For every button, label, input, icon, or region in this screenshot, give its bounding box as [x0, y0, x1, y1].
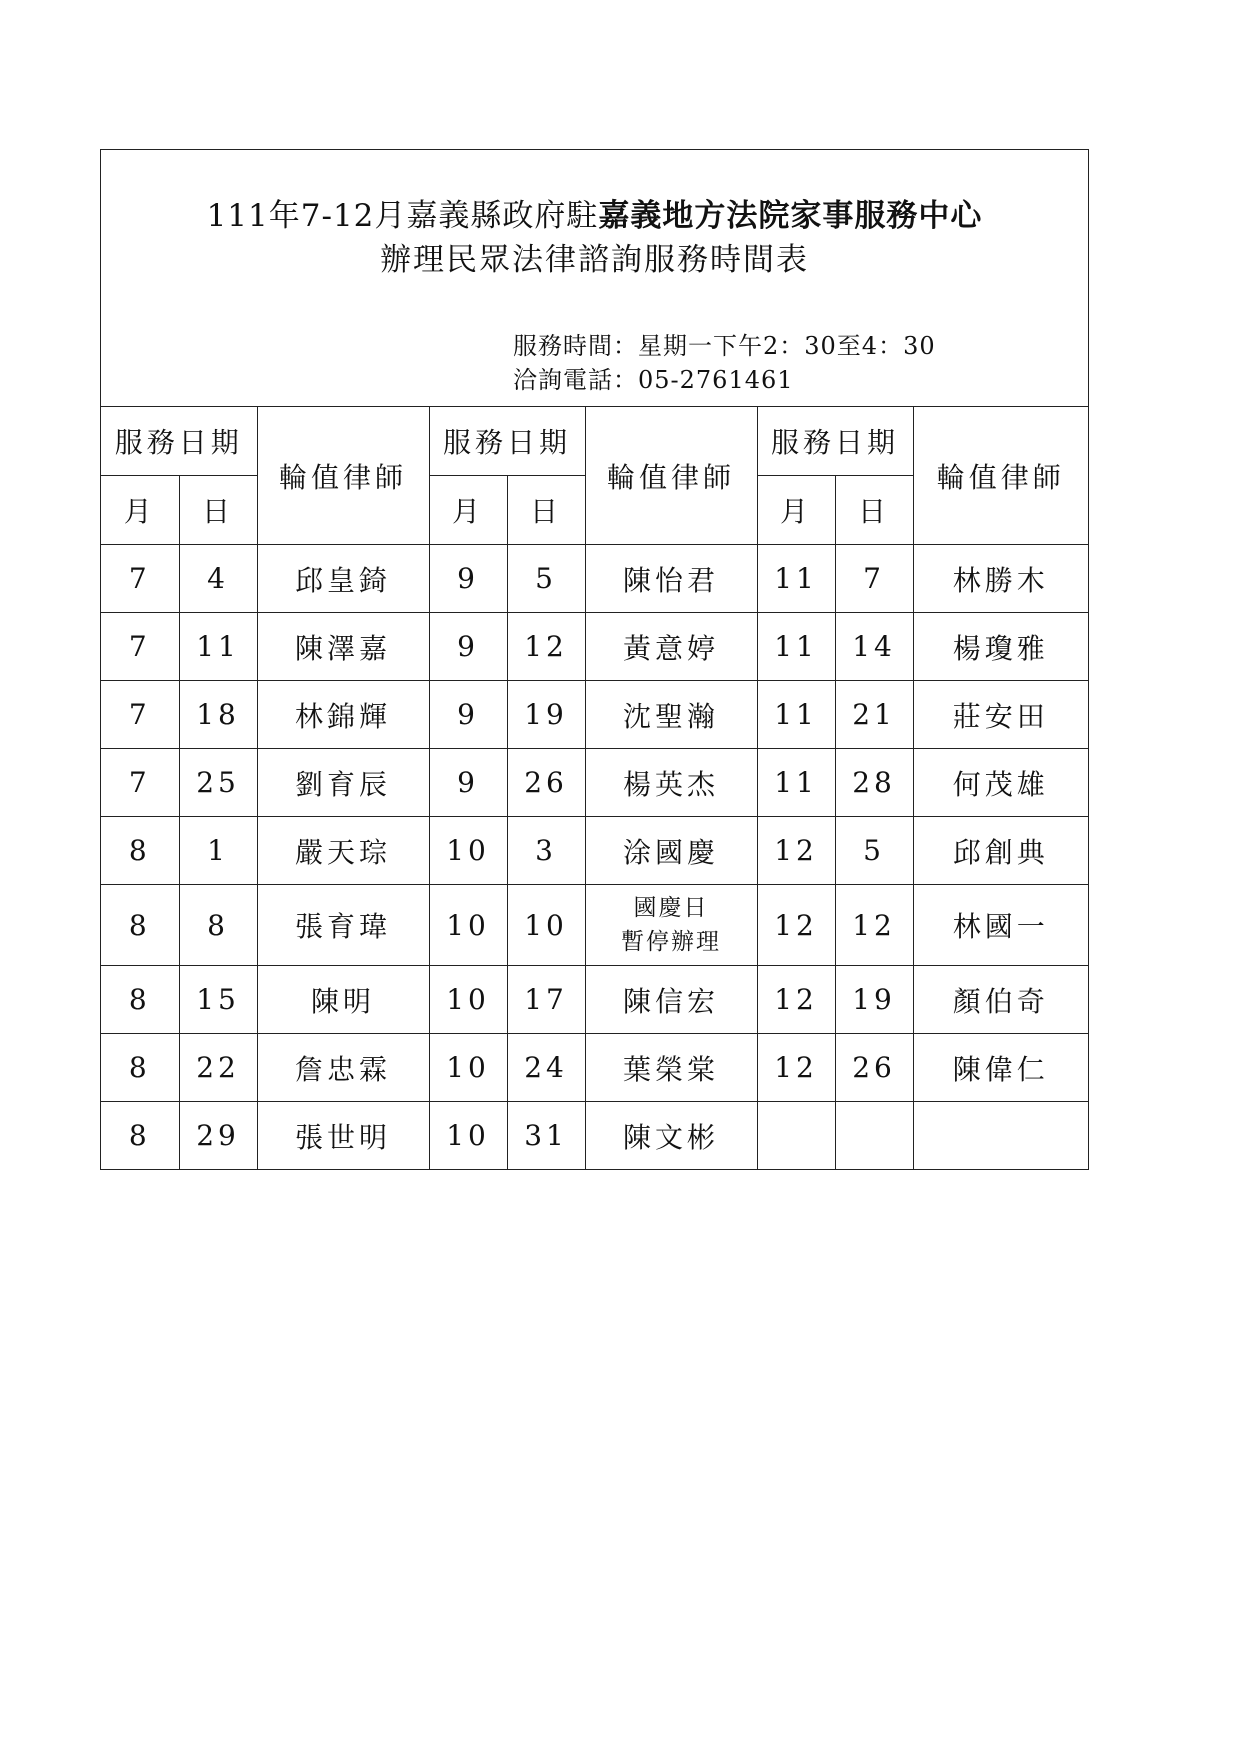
month-cell: 7 [101, 681, 179, 749]
lawyer-cell: 林勝木 [913, 545, 1088, 613]
month-cell: 10 [429, 1034, 507, 1102]
lawyer-cell: 楊瓊雅 [913, 613, 1088, 681]
day-cell: 3 [507, 817, 585, 885]
month-cell: 11 [757, 613, 835, 681]
table-row [101, 1102, 1088, 1170]
table-row [101, 545, 1088, 613]
lawyer-cell: 何茂雄 [913, 749, 1088, 817]
lawyer-cell: 沈聖瀚 [585, 681, 757, 749]
lawyer-cell: 陳信宏 [585, 966, 757, 1034]
day-cell: 15 [179, 966, 257, 1034]
lawyer-cell: 顏伯奇 [913, 966, 1088, 1034]
month-cell: 8 [101, 1102, 179, 1170]
header-day: 日 [507, 476, 585, 545]
day-cell: 5 [835, 817, 913, 885]
table-row [101, 1034, 1088, 1102]
day-cell: 26 [507, 749, 585, 817]
header-month: 月 [101, 476, 179, 545]
lawyer-cell: 邱創典 [913, 817, 1088, 885]
lawyer-cell [585, 885, 757, 966]
month-cell: 9 [429, 681, 507, 749]
holiday-note: 國慶日 [633, 895, 709, 921]
suspended-note: 暫停辦理 [621, 929, 722, 955]
header-month: 月 [429, 476, 507, 545]
month-cell: 11 [757, 545, 835, 613]
document-subtitle: 辦理民眾法律諮詢服務時間表 [380, 242, 809, 278]
day-cell: 24 [507, 1034, 585, 1102]
lawyer-cell: 邱皇錡 [257, 545, 429, 613]
header-date: 服務日期 [101, 407, 257, 476]
table-row [101, 817, 1088, 885]
day-cell: 28 [835, 749, 913, 817]
schedule-header [101, 150, 1088, 407]
day-cell: 7 [835, 545, 913, 613]
header-date: 服務日期 [429, 407, 585, 476]
day-cell: 12 [507, 613, 585, 681]
month-cell: 8 [101, 885, 179, 966]
table-row [101, 681, 1088, 749]
title-center-name: 嘉義地方法院家事服務中心 [598, 198, 983, 234]
month-cell: 7 [101, 545, 179, 613]
day-cell: 29 [179, 1102, 257, 1170]
header-day: 日 [179, 476, 257, 545]
header-date: 服務日期 [757, 407, 913, 476]
header-day: 日 [835, 476, 913, 545]
month-cell [757, 1102, 835, 1170]
month-cell: 8 [101, 966, 179, 1034]
lawyer-cell: 楊英杰 [585, 749, 757, 817]
lawyer-cell: 張世明 [257, 1102, 429, 1170]
month-cell: 12 [757, 1034, 835, 1102]
schedule-sheet [100, 149, 1089, 1170]
day-cell: 19 [835, 966, 913, 1034]
month-cell: 12 [757, 966, 835, 1034]
month-cell: 7 [101, 749, 179, 817]
month-cell: 10 [429, 817, 507, 885]
lawyer-cell: 陳怡君 [585, 545, 757, 613]
day-cell: 11 [179, 613, 257, 681]
day-cell: 17 [507, 966, 585, 1034]
day-cell: 21 [835, 681, 913, 749]
day-cell: 19 [507, 681, 585, 749]
lawyer-cell: 陳明 [257, 966, 429, 1034]
day-cell: 25 [179, 749, 257, 817]
day-cell: 10 [507, 885, 585, 966]
lawyer-cell: 詹忠霖 [257, 1034, 429, 1102]
month-cell: 8 [101, 817, 179, 885]
header-lawyer: 輪值律師 [585, 407, 757, 545]
lawyer-cell [913, 1102, 1088, 1170]
lawyer-cell: 劉育辰 [257, 749, 429, 817]
lawyer-cell: 林錦輝 [257, 681, 429, 749]
day-cell: 8 [179, 885, 257, 966]
lawyer-cell: 陳偉仁 [913, 1034, 1088, 1102]
month-cell: 9 [429, 749, 507, 817]
table-row [101, 749, 1088, 817]
month-cell: 12 [757, 885, 835, 966]
month-cell: 12 [757, 817, 835, 885]
lawyer-cell: 林國一 [913, 885, 1088, 966]
lawyer-cell: 張育瑋 [257, 885, 429, 966]
month-cell: 7 [101, 613, 179, 681]
day-cell [835, 1102, 913, 1170]
header-month: 月 [757, 476, 835, 545]
month-cell: 9 [429, 613, 507, 681]
day-cell: 18 [179, 681, 257, 749]
contact-phone: 洽詢電話：05-2761461 [513, 366, 794, 394]
day-cell: 12 [835, 885, 913, 966]
lawyer-cell: 陳文彬 [585, 1102, 757, 1170]
day-cell: 22 [179, 1034, 257, 1102]
month-cell: 10 [429, 1102, 507, 1170]
lawyer-cell: 嚴天琮 [257, 817, 429, 885]
day-cell: 26 [835, 1034, 913, 1102]
header-lawyer: 輪值律師 [257, 407, 429, 545]
lawyer-cell: 涂國慶 [585, 817, 757, 885]
lawyer-cell: 陳澤嘉 [257, 613, 429, 681]
month-cell: 11 [757, 681, 835, 749]
service-time: 服務時間：星期一下午2：30至4：30 [513, 332, 936, 360]
header-lawyer: 輪值律師 [913, 407, 1088, 545]
table-row [101, 613, 1088, 681]
month-cell: 11 [757, 749, 835, 817]
title-prefix: 111年7-12月嘉義縣政府駐 [206, 198, 599, 234]
day-cell: 4 [179, 545, 257, 613]
table-row [101, 966, 1088, 1034]
lawyer-cell: 莊安田 [913, 681, 1088, 749]
header-row-1 [101, 407, 1088, 476]
lawyer-cell: 葉榮棠 [585, 1034, 757, 1102]
lawyer-cell: 黃意婷 [585, 613, 757, 681]
day-cell: 1 [179, 817, 257, 885]
document-title [101, 190, 1088, 235]
day-cell: 31 [507, 1102, 585, 1170]
day-cell: 5 [507, 545, 585, 613]
day-cell: 14 [835, 613, 913, 681]
month-cell: 10 [429, 966, 507, 1034]
table-row [101, 885, 1088, 966]
month-cell: 8 [101, 1034, 179, 1102]
month-cell: 9 [429, 545, 507, 613]
schedule-table [101, 407, 1088, 1169]
month-cell: 10 [429, 885, 507, 966]
